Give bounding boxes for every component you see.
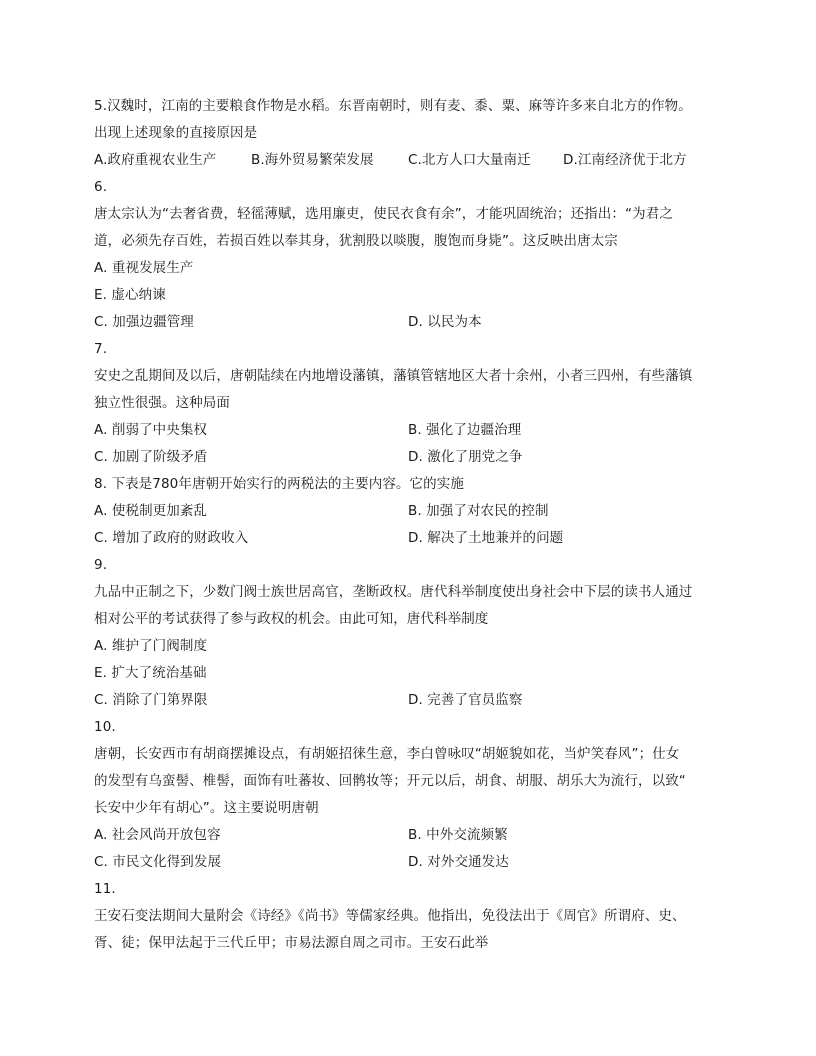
question-stem: 胥、徒；保甲法起于三代丘甲；市易法源自周之司市。王安石此举	[94, 935, 489, 951]
option-a: A. 维护了门阀制度	[94, 638, 208, 654]
option-c: C. 消除了门第界限	[94, 692, 208, 708]
options-row	[94, 309, 734, 336]
option-a: A. 削弱了中央集权	[94, 422, 208, 438]
option-c: C.北方人口大量南迁	[408, 152, 531, 168]
option-b: B. 强化了边疆治理	[408, 422, 522, 438]
question-11	[94, 876, 734, 957]
question-stem: 出现上述现象的直接原因是	[94, 125, 258, 141]
question-stem: 长安中少年有胡心”。这主要说明唐朝	[94, 800, 319, 816]
option-b: B. 加强了对农民的控制	[408, 503, 549, 519]
option-d: D. 解决了土地兼并的问题	[408, 530, 564, 546]
option-a: A. 社会风尚开放包容	[94, 827, 221, 843]
question-stem: 的发型有乌蛮髻、椎髻，面饰有吐蕃妆、回鹘妆等；开元以后，胡食、胡服、胡乐大为流行，以致“	[94, 773, 686, 789]
document-page	[94, 93, 734, 957]
option-d: D. 激化了朋党之争	[408, 449, 523, 465]
question-10	[94, 714, 734, 876]
options-row	[94, 147, 734, 174]
option-b: B. 中外交流频繁	[408, 827, 508, 843]
option-c: C. 增加了政府的财政收入	[94, 530, 249, 546]
question-stem: 8. 下表是780年唐朝开始实行的两税法的主要内容。它的实施	[94, 476, 464, 492]
question-number: 6.	[94, 179, 108, 195]
question-stem: 唐朝，长安西市有胡商摆摊设点，有胡姬招徕生意，李白曾咏叹“胡姬貌如花，当炉笑春风”；仕女	[94, 746, 680, 762]
question-stem: 唐太宗认为“去奢省费，轻徭薄赋，选用廉吏，使民衣食有余”，才能巩固统治；还指出：“为君之	[94, 206, 673, 222]
question-stem: 安史之乱期间及以后，唐朝陆续在内地增设藩镇，藩镇管辖地区大者十余州，小者三四州，有些藩镇	[94, 368, 693, 384]
option-b: B.海外贸易繁荣发展	[251, 152, 374, 168]
option-b: E. 扩大了统治基础	[94, 665, 207, 681]
question-number: 9.	[94, 557, 108, 573]
option-a: A. 重视发展生产	[94, 260, 194, 276]
option-a: A.政府重视农业生产	[94, 152, 217, 168]
question-number: 10.	[94, 719, 116, 735]
option-d: D. 完善了官员监察	[408, 692, 523, 708]
question-stem: 5.汉魏时，江南的主要粮食作物是水稻。东晋南朝时，则有麦、黍、粟、麻等许多来自北方的作物。	[94, 98, 692, 114]
option-d: D. 以民为本	[408, 314, 482, 330]
question-5	[94, 93, 734, 174]
options-row	[94, 417, 734, 444]
question-stem: 相对公平的考试获得了参与政权的机会。由此可知，唐代科举制度	[94, 611, 489, 627]
question-6	[94, 174, 734, 336]
question-stem: 道，必须先存百姓，若损百姓以奉其身，犹割股以啖腹，腹饱而身毙”。这反映出唐太宗	[94, 233, 618, 249]
options-row	[94, 444, 734, 471]
option-d: D.江南经济优于北方	[563, 152, 687, 168]
question-number: 7.	[94, 341, 108, 357]
option-c: C. 加剧了阶级矛盾	[94, 449, 208, 465]
options-row	[94, 498, 734, 525]
question-stem: 独立性很强。这种局面	[94, 395, 230, 411]
option-c: C. 市民文化得到发展	[94, 854, 222, 870]
question-8	[94, 471, 734, 552]
option-d: D. 对外交通发达	[408, 854, 509, 870]
options-row	[94, 822, 734, 849]
options-row	[94, 687, 734, 714]
options-row	[94, 525, 734, 552]
option-b: E. 虚心纳谏	[94, 287, 166, 303]
option-c: C. 加强边疆管理	[94, 314, 194, 330]
question-number: 11.	[94, 881, 116, 897]
options-row	[94, 849, 734, 876]
question-stem: 九品中正制之下，少数门阀士族世居高官，垄断政权。唐代科举制度使出身社会中下层的读书人通过	[94, 584, 693, 600]
question-9	[94, 552, 734, 714]
question-7	[94, 336, 734, 471]
option-a: A. 使税制更加紊乱	[94, 503, 208, 519]
question-stem: 王安石变法期间大量附会《诗经》《尚书》等儒家经典。他指出，免役法出于《周官》所谓府、史、	[94, 908, 686, 924]
